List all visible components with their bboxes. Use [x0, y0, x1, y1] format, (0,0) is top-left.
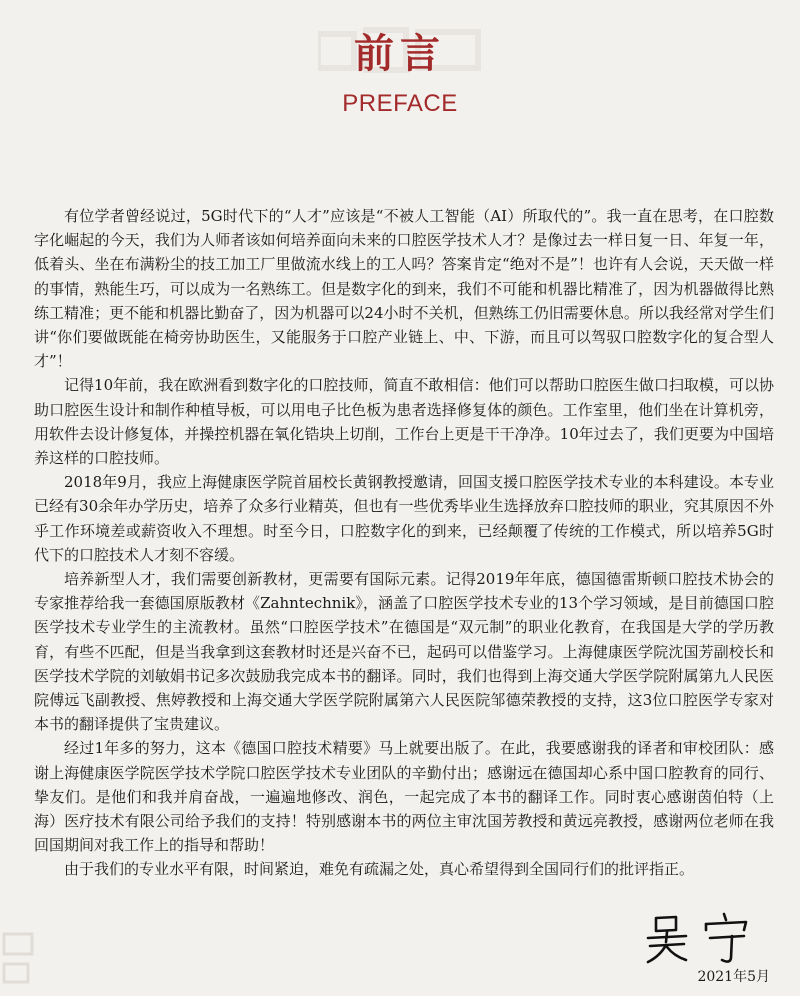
signature-date: 2021年5月	[697, 969, 770, 985]
page-subtitle: PREFACE	[342, 90, 458, 117]
paragraph: 培养新型人才，我们需要创新教材，更需要有国际元素。记得2019年年底，德国德雷斯顿口腔技术协会的专家推荐给我一套德国原版教材《Zahntechnik》，涵盖了口腔医学技术专业的13个学习领域，是目前德国口腔医学技术专业学生的主流教材。虽然“口腔医学技术”在德国是“双元制”的职业化教育，在我国是大学的学历教育，有些不匹配，但是当我拿到这套教材时还是兴奋不已，起码可以借鉴学习。上海健康医学院沈国芳副校长和医学技术学院的刘敏娟书记多次鼓励我完成本书的翻译。同时，我们也得到上海交通大学医学院附属第九人民医院傅远飞副教授、焦婷教授和上海交通大学医学院附属第六人民医院邹德荣教授的支持，这3位口腔医学专家对本书的翻译提供了宝贵建议。	[34, 570, 774, 734]
edge-mark-shape	[0, 930, 40, 990]
paragraph: 由于我们的专业水平有限，时间紧迫，难免有疏漏之处，真心希望得到全国同行们的批评指正。	[64, 860, 695, 879]
preface-body	[34, 204, 774, 882]
decorative-edge-mark	[0, 930, 40, 990]
paragraph: 2018年9月，我应上海健康医学院首届校长黄钢教授邀请，回国支援口腔医学技术专业的本科建设。本专业已经有30余年办学历史，培养了众多行业精英，但也有一些优秀毕业生选择放弃口腔技师的职业，究其原因不外乎工作环境差或薪资收入不理想。时至今日，口腔数字化的到来，已经颠覆了传统的工作模式，所以培养5G时代下的口腔技术人才刻不容缓。	[34, 473, 774, 564]
paragraph: 记得10年前，我在欧洲看到数字化的口腔技师，简直不敢相信：他们可以帮助口腔医生做口扫取模，可以协助口腔医生设计和制作种植导板，可以用电子比色板为患者选择修复体的颜色。工作室里，他们坐在计算机旁，用软件去设计修复体，并操控机器在氧化锆块上切削，工作台上更是干干净净。10年过去了，我们更要为中国培养这样的口腔技师。	[34, 376, 774, 468]
paragraph: 有位学者曾经说过，5G时代下的“人才”应该是“不被人工智能（AI）所取代的”。我一直在思考，在口腔数字化崛起的今天，我们为人师者该如何培养面向未来的口腔医学技术人才？是像过去一样日复一日、年复一年，低着头、坐在布满粉尘的技工加工厂里做流水线上的工人吗？答案肯定“绝对不是”！也许有人会说，天天做一样的事情，熟能生巧，可以成为一名熟练工。但是数字化的到来，我们不可能和机器比精准了，因为机器做得比熟练工精准；更不能和机器比勤奋了，因为机器可以24小时不关机，但熟练工仍旧需要休息。所以我经常对学生们讲“你们要做既能在椅旁协助医生，又能服务于口腔产业链上、中、下游，而且可以驾驭口腔数字化的复合型人才”！	[34, 207, 774, 371]
handwritten-signature	[636, 908, 766, 968]
signature-drawing	[636, 908, 766, 968]
page-title: 前言	[354, 31, 446, 77]
paragraph: 经过1年多的努力，这本《德国口腔技术精要》马上就要出版了。在此，我要感谢我的译者和审校团队：感谢上海健康医学院医学技术学院口腔医学技术专业团队的辛勤付出；感谢远在德国却心系中国口腔教育的同行、挚友们。是他们和我并肩奋战，一遍遍地修改、润色，一起完成了本书的翻译工作。同时衷心感谢茵伯特（上海）医疗技术有限公司给予我们的支持！特别感谢本书的两位主审沈国芳教授和黄远亮教授，感谢两位老师在我回国期间对我工作上的指导和帮助！	[34, 739, 774, 855]
